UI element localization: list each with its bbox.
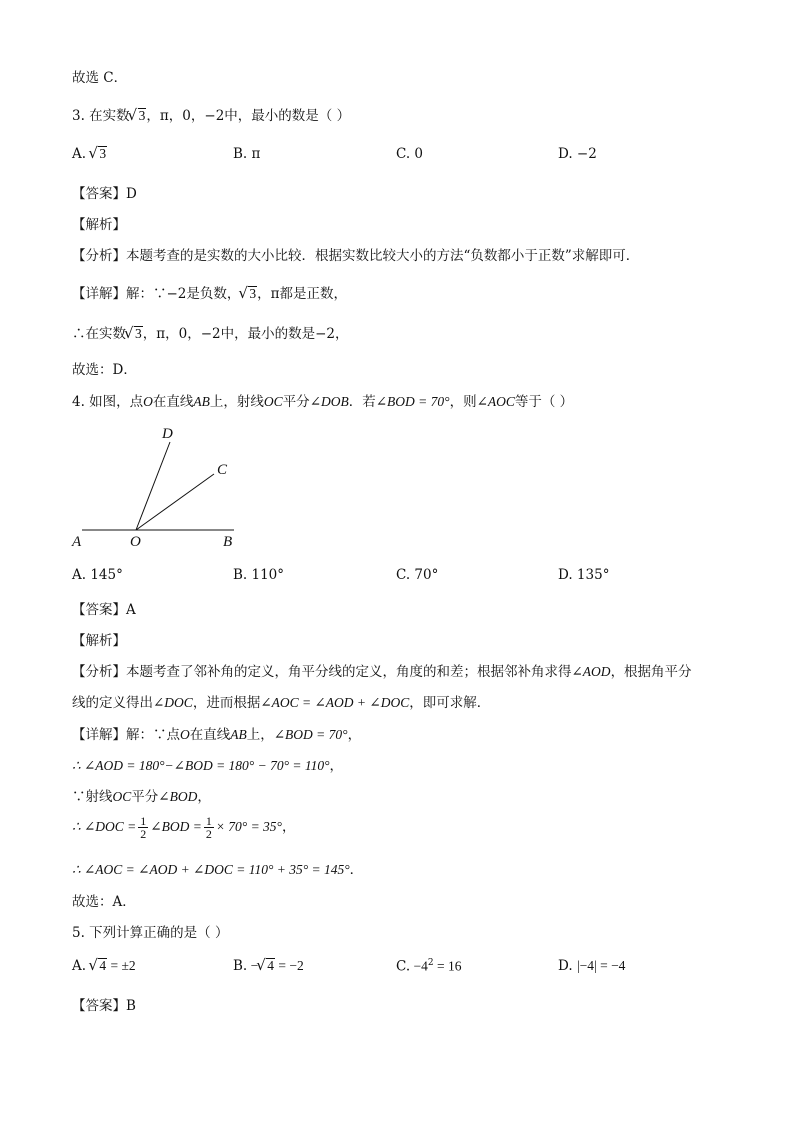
label-b: B (223, 534, 233, 550)
q4-step-2: ∵射线OC平分∠BOD， (72, 789, 211, 805)
q3-answer: 【答案】D (72, 186, 137, 202)
because-icon: ∵ (153, 727, 167, 743)
q4-step-4: ∴ ∠AOC = ∠AOD + ∠DOC = 110° + 35° = 145°． (72, 862, 364, 878)
q4-step-3: ∴ ∠DOC = $\frac{1}{2}$ ∠BOD = $\frac{1}{2}$ × 70° = 35°， (72, 814, 296, 841)
q4-analysis-heading: 【解析】 (72, 633, 126, 649)
q3-option-d: D. −2 (558, 146, 597, 162)
q4-xiangjie: 【详解】解：∵点O在直线AB上，∠BOD = 70°， (72, 727, 362, 743)
ray-oc (136, 474, 214, 530)
sqrt-3: √ 3 (130, 108, 147, 124)
q5-answer: 【答案】B (72, 998, 136, 1014)
label-d: D (162, 426, 173, 442)
q4-option-c: C. 70° (396, 567, 439, 583)
fraction-half: $\frac{1}{2}$ (140, 814, 147, 841)
q4-option-d: D. 135° (558, 567, 610, 583)
q3-option-a: A. √ 3 (72, 146, 107, 162)
q5-option-a: A. √ 4 = ±2 (72, 958, 136, 974)
q4-fenxi-2: 线的定义得出∠DOC，进而根据∠AOC = ∠AOD + ∠DOC，即可求解． (72, 695, 491, 711)
q3-fenxi: 【分析】本题考查的是实数的大小比较．根据实数比较大小的方法“负数都小于正数”求解即可． (72, 248, 640, 264)
because-icon: ∵ (72, 789, 86, 805)
angle-figure (66, 420, 246, 555)
q3-choose: 故选：D． (72, 362, 137, 378)
question-5-stem: 5. 下列计算正确的是（ ） (72, 925, 229, 941)
q5-option-d: D. |−4| = −4 (558, 958, 626, 974)
q4-fenxi-1: 【分析】本题考查了邻补角的定义，角平分线的定义，角度的和差；根据邻补角求得∠AOD，根据角平分 (72, 664, 692, 680)
q4-choose: 故选：A． (72, 894, 136, 910)
q3-option-c: C. 0 (396, 146, 424, 162)
conclusion-q2: 故选 C． (72, 70, 128, 86)
q3-analysis-heading: 【解析】 (72, 217, 126, 233)
q5-option-b: B. −√ 4 = −2 (233, 958, 304, 974)
fraction-half: $\frac{1}{2}$ (205, 814, 212, 841)
q3-therefore: ∴在实数√ 3，π，0，−2中，最小的数是−2， (72, 322, 349, 342)
q3-option-b: B. π (233, 146, 261, 162)
label-o: O (130, 534, 141, 550)
q5-option-c: C. $-4^2 = 16$ (396, 958, 462, 975)
label-c: C (217, 462, 228, 478)
label-a: A (72, 534, 82, 550)
q4-option-a: A. 145° (72, 567, 123, 583)
q3-xiangjie: 【详解】解：∵−2是负数，√ 3，π都是正数， (72, 282, 347, 302)
ray-od (136, 442, 170, 530)
q4-answer: 【答案】A (72, 602, 136, 618)
q4-step-1: ∴ ∠AOD = 180°−∠BOD = 180° − 70° = 110°， (72, 758, 343, 774)
q4-option-b: B. 110° (233, 567, 285, 583)
question-4-stem: 4. 如图，点O在直线AB上，射线OC平分∠DOB．若∠BOD = 70°，则∠AOC等于（ ） (72, 394, 574, 410)
question-3-stem: 3. 在实数√ 3，π，0，−2中，最小的数是（ ） (72, 104, 350, 124)
